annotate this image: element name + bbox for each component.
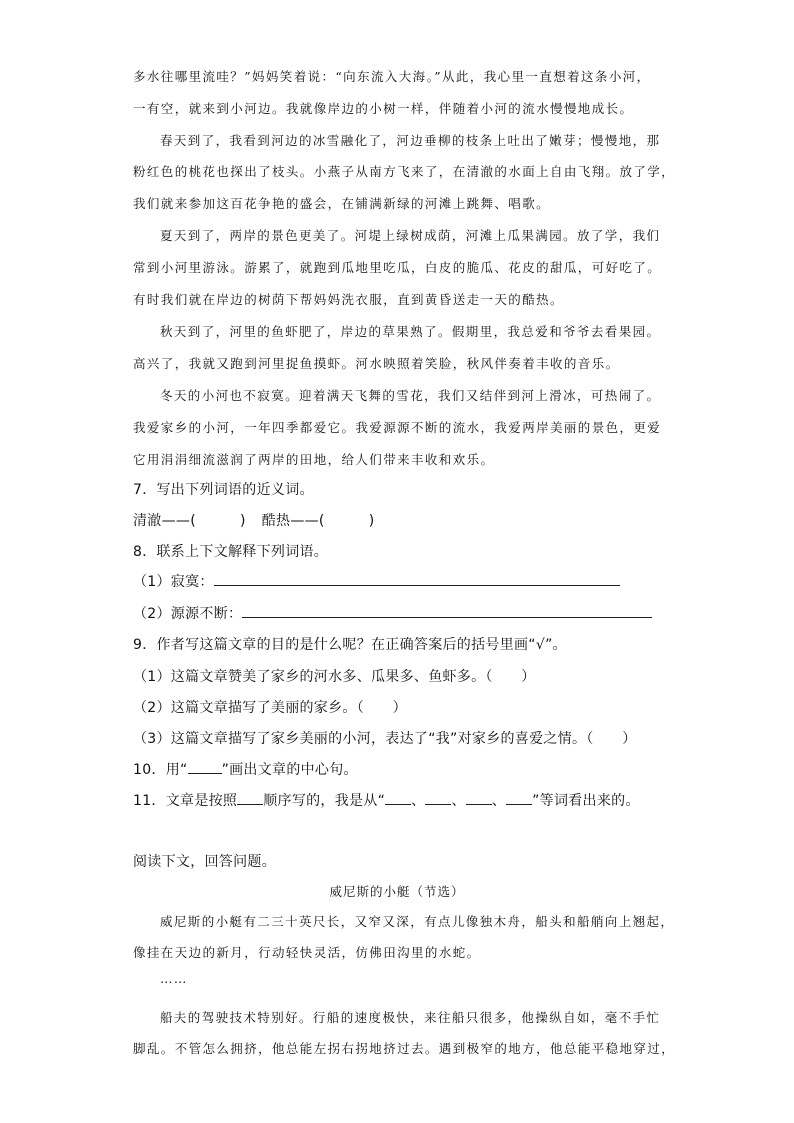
passage2-intro: 阅读下文，回答问题。: [133, 854, 276, 870]
q11-pre: 11．文章是按照: [133, 793, 238, 809]
q9-option-3[interactable]: （3）这篇文章描写了家乡美丽的小河，表达了“我”对家乡的喜爱之情。（ ）: [133, 731, 637, 747]
q11-blank-word-4[interactable]: [506, 790, 532, 805]
q10-pre: 10．用“: [133, 762, 188, 778]
q9-option-2[interactable]: （2）这篇文章描写了美丽的家乡。（ ）: [133, 700, 407, 716]
passage1-line: 它用涓涓细流滋润了两岸的田地，给人们带来丰收和欢乐。: [133, 452, 495, 467]
passage2-ellipsis: ……: [160, 971, 188, 986]
q11-blank-order[interactable]: [237, 790, 263, 805]
passage1-line: 冬天的小河也不寂寞。迎着满天飞舞的雪花，我们又结伴到河上滑冰，可热闹了。: [160, 388, 661, 403]
passage1-line: 我爱家乡的小河，一年四季都爱它。我爱源源不断的流水，我爱两岸美丽的景色，更爱: [133, 420, 662, 435]
q10-underline-sample: [188, 759, 222, 774]
passage1-line: 多水往哪里流哇？”妈妈笑着说：“向东流入大海。”从此，我心里一直想着这条小河，: [133, 69, 651, 84]
passage2-line: 像挂在天边的新月，行动轻快灵活，仿佛田沟里的水蛇。: [133, 945, 481, 960]
q11-sep: 、: [451, 793, 466, 809]
q11-blank-word-3[interactable]: [466, 790, 492, 805]
question-7-items: [133, 510, 374, 530]
question-10: [133, 759, 358, 779]
q8-answer-line-2[interactable]: [242, 603, 652, 618]
question-8-stem: 8．联系上下文解释下列词语。: [133, 544, 329, 560]
q11-post: ”等词看出来的。: [532, 793, 640, 809]
passage1-line: 一有空，就来到小河边。我就像岸边的小树一样，伴随着小河的流水慢慢地成长。: [133, 101, 634, 116]
q7-word2: 酷热——(: [261, 513, 325, 529]
passage2-title: 威尼斯的小艇（节选）: [329, 884, 465, 899]
question-8-item-2: [133, 603, 652, 623]
q9-option-1[interactable]: （1）这篇文章赞美了家乡的河水多、瓜果多、鱼虾多。（ ）: [133, 669, 536, 685]
question-11: [133, 790, 640, 810]
q7-close2: ): [368, 513, 375, 529]
question-9-stem: 9．作者写这篇文章的目的是什么呢？在正确答案后的括号里画“√”。: [133, 637, 567, 653]
passage1-line: 秋天到了，河里的鱼虾肥了，岸边的草果熟了。假期里，我总爱和爷爷去看果园。: [160, 324, 661, 339]
q7-close1: ): [239, 513, 246, 529]
q8-answer-line-1[interactable]: [214, 571, 620, 586]
passage1-line: 春天到了，我看到河边的冰雪融化了，河边垂柳的枝条上吐出了嫩芽；慢慢地，那: [160, 133, 661, 148]
passage2-line: 脚乱。不管怎么拥挤，他总能左拐右拐地挤过去。遇到极窄的地方，他总能平稳地穿过，: [133, 1041, 676, 1056]
passage2-line: 船夫的驾驶技术特别好。行船的速度极快，来往船只很多，他操纵自如，毫不手忙: [160, 1010, 661, 1025]
question-7-stem: 7．写出下列词语的近义词。: [133, 482, 314, 498]
q11-blank-word-1[interactable]: [385, 790, 411, 805]
passage1-line: 高兴了，我就又跑到河里捉鱼摸虾。河水映照着笑脸，秋风伴奏着丰收的音乐。: [133, 356, 620, 371]
q10-post: ”画出文章的中心句。: [221, 762, 358, 778]
question-8-item-1: [133, 571, 620, 591]
q11-blank-word-2[interactable]: [425, 790, 451, 805]
q8-item1-label: （1）寂寞：: [133, 574, 214, 590]
passage1-line: 有时我们就在岸边的树荫下帮妈妈洗衣服，直到黄昏送走一天的酷热。: [133, 292, 564, 307]
q11-sep: 、: [411, 793, 426, 809]
q8-item2-label: （2）源源不断：: [133, 606, 243, 622]
passage1-line: 常到小河里游泳。游累了，就跑到瓜地里吃瓜，白皮的脆瓜、花皮的甜瓜，可好吃了。: [133, 260, 662, 275]
q7-word1: 清澈——(: [133, 513, 196, 529]
passage1-line: 粉红色的桃花也探出了枝头。小燕子从南方飞来了，在清澈的水面上自由飞翔。放了学，: [133, 164, 676, 179]
q11-mid: 顺序写的，我是从“: [263, 793, 386, 809]
passage1-line: 我们就来参加这百花争艳的盛会，在铺满新绿的河滩上跳舞、唱歌。: [133, 196, 551, 211]
passage1-line: 夏天到了，两岸的景色更美了。河堤上绿树成荫，河滩上瓜果满园。放了学，我们: [160, 228, 661, 243]
passage2-line: 威尼斯的小艇有二三十英尺长，又窄又深，有点儿像独木舟，船头和船艄向上翘起，: [160, 914, 675, 929]
q11-sep: 、: [491, 793, 507, 809]
